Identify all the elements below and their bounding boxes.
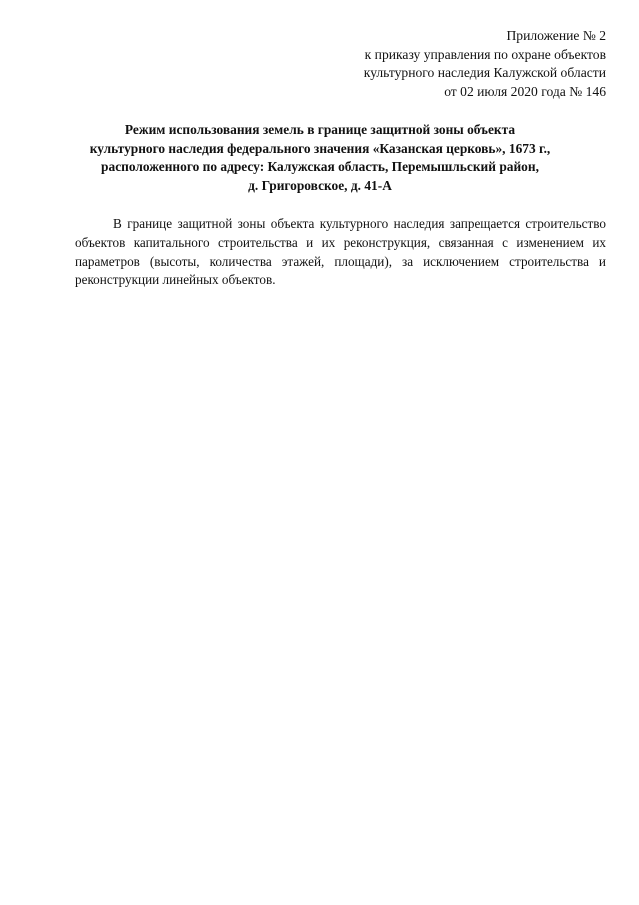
title-line-2: культурного наследия федерального значения «Казанская церковь», 1673 г., xyxy=(89,140,551,156)
document-title xyxy=(40,121,600,195)
body-paragraph: В границе защитной зоны объекта культурного наследия запрещается строительство объектов капитального строительства и их реконструкция, связанная с изменением их параметров (высоты, количества этажей, площади), за исключением строительства и реконструкции линейных объектов. xyxy=(75,216,606,288)
title-line-3: расположенного по адресу: Калужская область, Перемышльский район, xyxy=(101,159,539,175)
appendix-authority: культурного наследия Калужской области xyxy=(363,65,606,80)
appendix-header xyxy=(276,27,606,101)
title-line-4: д. Григоровское, д. 41-А xyxy=(248,177,392,193)
appendix-order-reference: к приказу управления по охране объектов xyxy=(364,46,606,62)
appendix-number: Приложение № 2 xyxy=(506,28,606,43)
title-line-1: Режим использования земель в границе защитной зоны объекта xyxy=(124,122,516,137)
appendix-order-date: от 02 июля 2020 года № 146 xyxy=(444,83,606,99)
